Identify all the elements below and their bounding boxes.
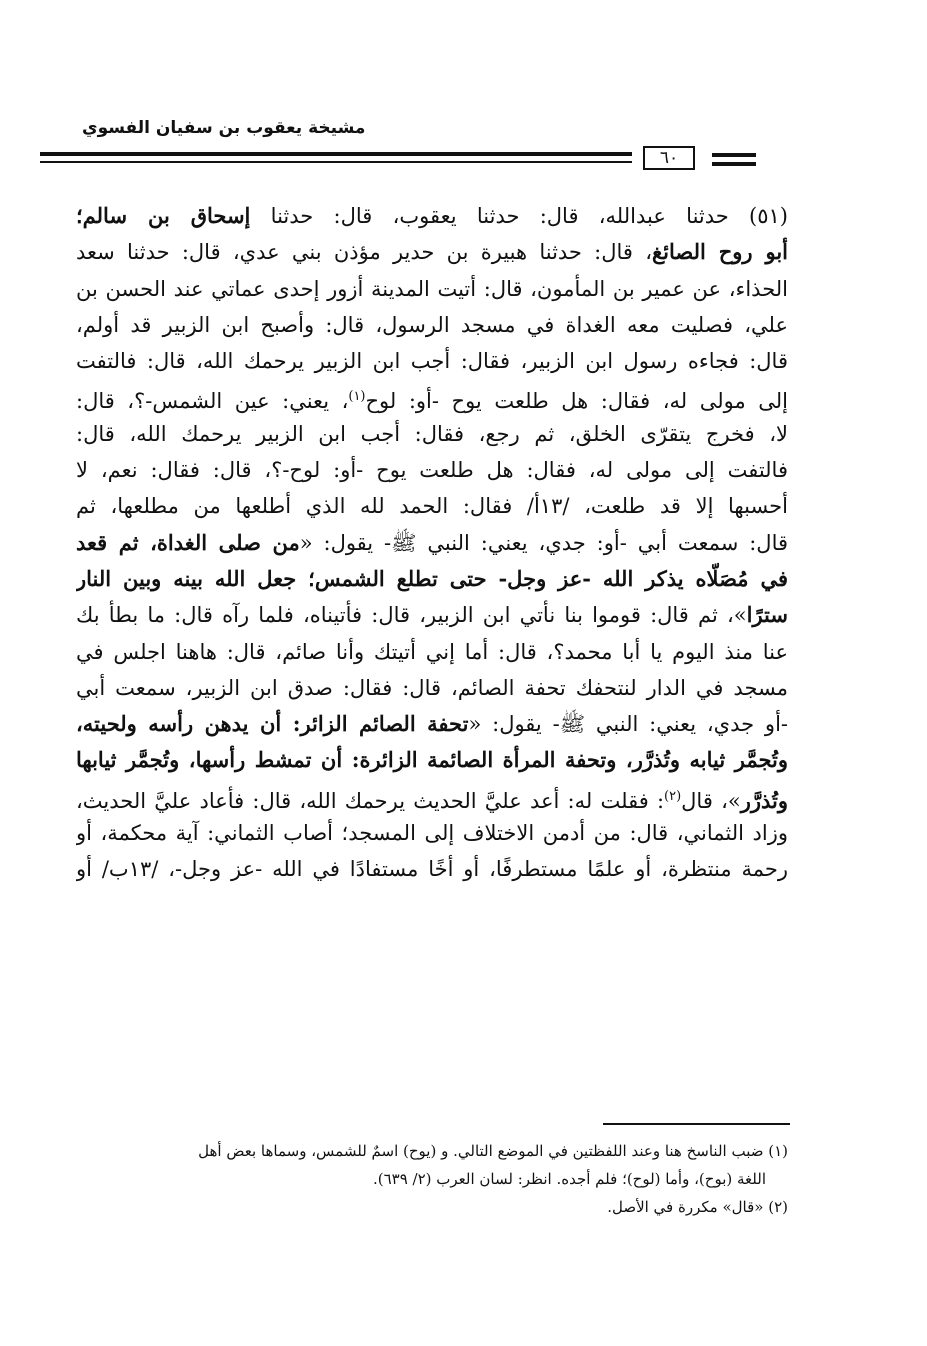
bold-text-segment: في مُصَلّاه يذكر الله -عز وجل- حتى تطلع الشمس؛ جعل الله بينه وبين النار xyxy=(76,565,788,591)
text-segment: مسجد في الدار لنتحفك تحفة الصائم، قال: فقال: صدق ابن الزبير، سمعت أبي xyxy=(76,675,788,700)
footnotes xyxy=(76,1137,788,1221)
bold-text-segment: وتُجمَّر ثيابه وتُذرَّر، وتحفة المرأة الصائمة الزائرة: أن تمشط رأسها، وتُجمَّر ثيابها xyxy=(76,747,788,773)
text-line xyxy=(76,706,788,742)
text-line xyxy=(76,416,788,452)
text-line xyxy=(76,343,788,379)
text-line xyxy=(76,488,788,524)
text-line xyxy=(76,779,788,815)
text-segment: قال: فجاءه رسول ابن الزبير، فقال: أجب ابن الزبير يرحمك الله، قال: فالتفت xyxy=(76,349,788,374)
header-rule-thick xyxy=(40,152,632,156)
bold-text-segment: إسحاق بن سالم؛ xyxy=(76,203,251,228)
header-ornament-top xyxy=(712,153,756,157)
text-segment: قال: سمعت أبي -أو: جدي، يعني: النبي ﷺ- يقول: « xyxy=(299,530,788,555)
bold-text-segment: وتُذرَّر xyxy=(740,787,788,813)
footnote-1-line-2: اللغة (بوح)، وأما (لوح)؛ فلم أجده. انظر: لسان العرب (٢/ ٦٣٩). xyxy=(372,1170,766,1188)
text-segment: عنا منذ اليوم يا أبا محمد؟، قال: أما إني أتيتك وأنا صائم، قال: هاهنا اجلس في xyxy=(76,639,788,664)
bold-text-segment: أبو روح الصائغ xyxy=(651,239,788,265)
text-segment: »، ثم قال: قوموا بنا نأتي ابن الزبير، قال: فأتيناه، فلما رآه قال: ما بطأ بك xyxy=(76,603,747,628)
text-segment: فالتفت إلى مولى له، فقال: هل طلعت يوح -أو: لوح-؟، قال: فقال: نعم، لا xyxy=(76,458,788,483)
text-line xyxy=(76,634,788,670)
text-line xyxy=(76,198,788,234)
text-line xyxy=(76,670,788,706)
header-rule-thin xyxy=(40,161,632,163)
bold-text-segment: تحفة الصائم الزائر: أن يدهن رأسه ولحيته، xyxy=(76,711,469,737)
text-segment: رحمة منتظرة، أو علمًا مستطرفًا، أو أخًا مستفادًا في الله -عز وجل-، /١٣ب/ أو xyxy=(76,857,788,882)
text-segment: أحسبها إلا قد طلعت، /١٣أ/ فقال: الحمد لله الذي أطلعها من مطلعها، ثم xyxy=(76,494,788,519)
text-segment: وزاد الثماني، قال: من أدمن الاختلاف إلى المسجد؛ أصاب الثماني: آية محكمة، أو xyxy=(76,821,788,846)
text-segment: (٥١) حدثنا عبدالله، قال: حدثنا يعقوب، قال: حدثنا xyxy=(250,204,788,228)
text-line xyxy=(76,234,788,270)
footnote-marker: (٢) xyxy=(664,788,682,804)
footnote-2: (٢) «قال» مكررة في الأصل. xyxy=(607,1198,788,1216)
text-line xyxy=(76,815,788,851)
text-line xyxy=(76,271,788,307)
text-line xyxy=(76,307,788,343)
text-segment: علي، فصليت معه الغداة في مسجد الرسول، قال: وأصبح ابن الزبير قد أولم، xyxy=(76,312,788,337)
footnote-separator xyxy=(603,1123,790,1125)
text-line xyxy=(76,379,788,415)
text-segment: ، يعني: عين الشمس-؟، قال: xyxy=(76,389,349,414)
page-header xyxy=(40,118,800,180)
bold-text-segment: من صلى الغداة، ثم قعد xyxy=(76,529,300,555)
text-segment: -أو جدي، يعني: النبي ﷺ- يقول: « xyxy=(468,712,788,737)
text-segment: : فقلت له: أعد عليَّ الحديث يرحمك الله، قال: فأعاد عليَّ الحديث، xyxy=(76,788,665,813)
header-ornament-bottom xyxy=(712,162,756,166)
text-line xyxy=(76,851,788,887)
text-line xyxy=(76,742,788,778)
footnote-1-line-1: (١) ضبب الناسخ هنا وعند اللفظتين في الموضع التالي. و (يوح) اسمٌ للشمس، وسماها بعض أهل xyxy=(198,1142,788,1160)
text-segment: لا، فخرج يتقرّى الخلق، ثم رجع، فقال: أجب ابن الزبير يرحمك الله، قال: xyxy=(76,421,788,446)
text-segment: إلى مولى له، فقال: هل طلعت يوح -أو: لوح xyxy=(365,389,788,414)
hadith-body-text xyxy=(76,198,788,888)
footnote-marker: (١) xyxy=(348,389,366,405)
text-line xyxy=(76,561,788,597)
text-line xyxy=(76,597,788,633)
text-line xyxy=(76,452,788,488)
text-segment: »، قال xyxy=(681,788,741,813)
bold-text-segment: سترًا xyxy=(746,602,788,628)
book-title: مشيخة يعقوب بن سفيان الفسوي xyxy=(82,118,366,138)
text-line xyxy=(76,525,788,561)
page-number: ٦٠ xyxy=(643,146,695,170)
text-segment: ، قال: حدثنا هبيرة بن حدير مؤذن بني عدي، قال: حدثنا سعد xyxy=(76,240,652,265)
text-segment: الحذاء، عن عمير بن المأمون، قال: أتيت المدينة أزور إحدى عماتي عند الحسن بن xyxy=(76,276,788,301)
